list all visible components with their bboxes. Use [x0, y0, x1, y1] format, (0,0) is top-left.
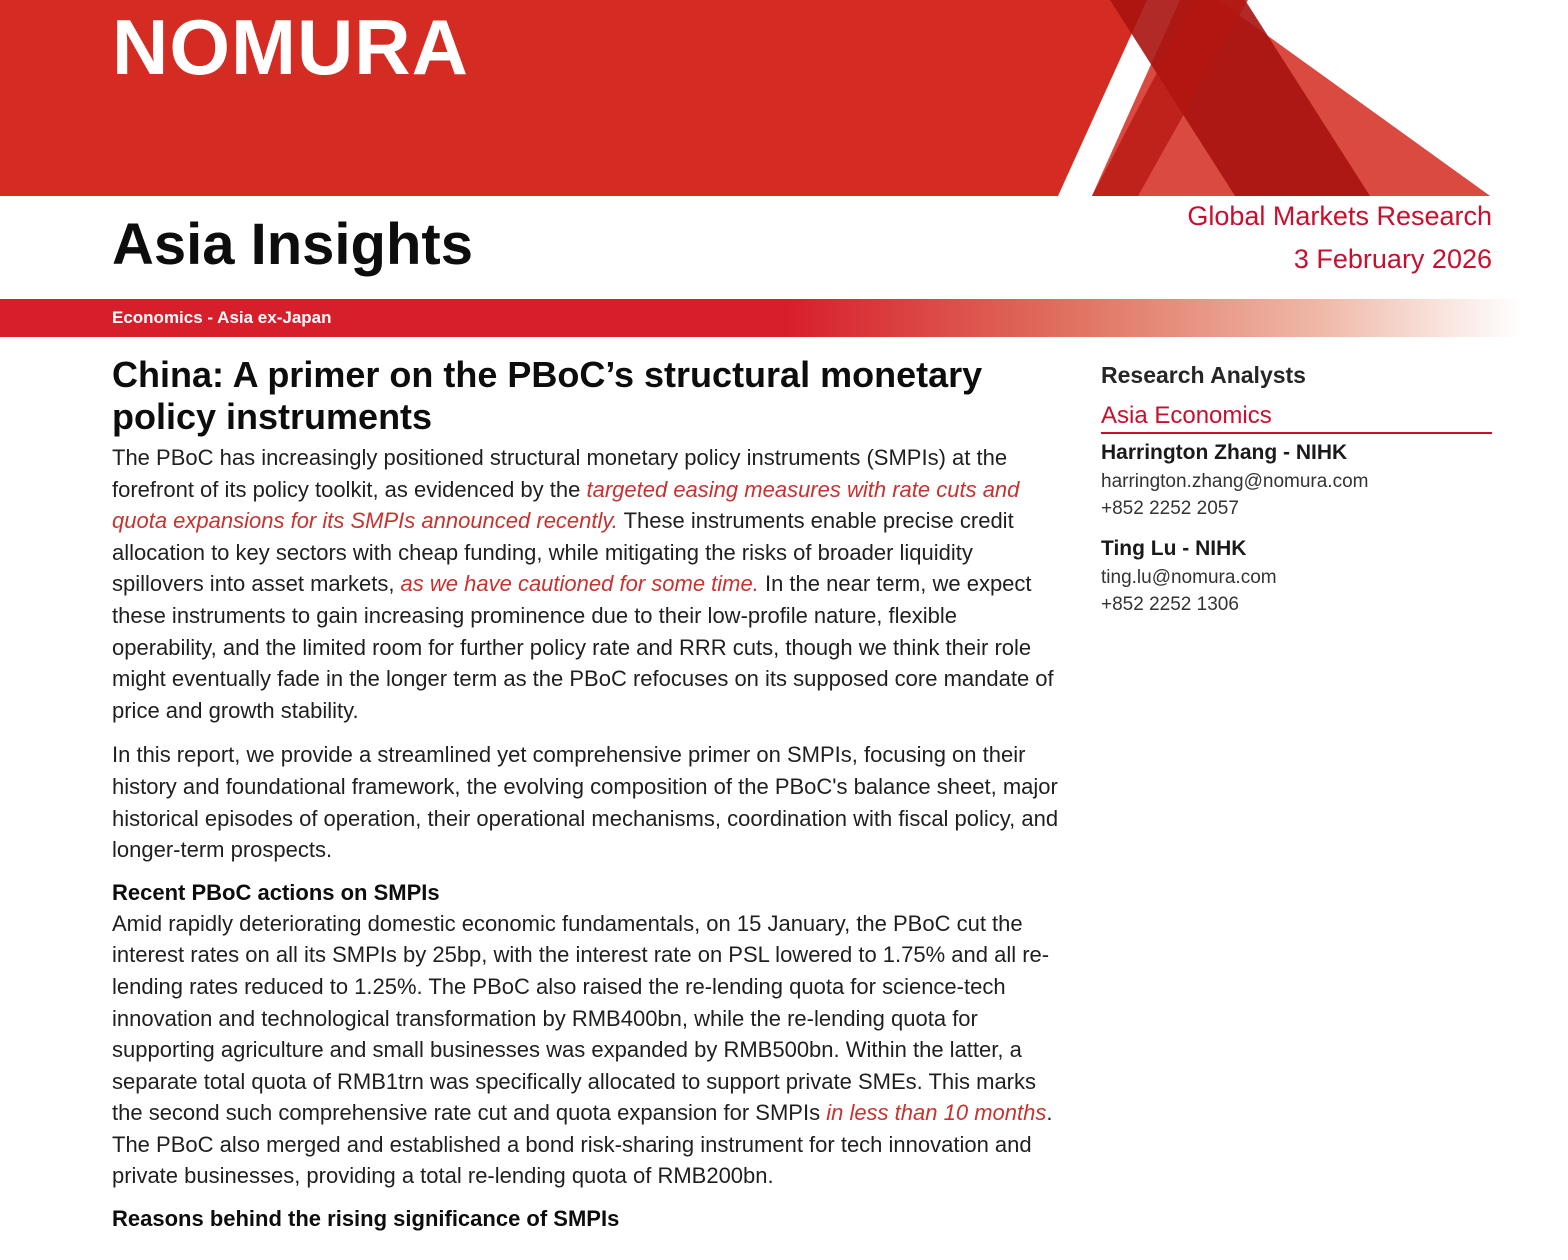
analyst-name: Harrington Zhang - NIHK — [1101, 441, 1348, 464]
analyst-name: Ting Lu - NIHK — [1101, 537, 1247, 560]
nomura-logo: NOMURA — [112, 3, 469, 91]
analyst-group-label: Asia Economics — [1101, 402, 1492, 434]
analyst-email[interactable]: ting.lu@nomura.com — [1101, 567, 1277, 588]
recent-actions-text-2: . The PBoC also merged and established a bond risk-sharing instrument for tech innovation and private businesses, providing a total re-lending quota of RMB200bn. — [112, 1100, 1053, 1189]
analyst-card — [1101, 438, 1492, 522]
publication-title: Asia Insights — [112, 212, 473, 277]
intro-text-3: In the near term, we expect these instruments to gain increasing prominence due to their low-profile nature, flexible operability, and the limited room for further policy rate and RRR cuts, though we think their role might eventually fade in the longer term as the PBoC refocuses on its supposed core mandate of price and growth stability. — [112, 571, 1054, 723]
article-headline: China: A primer on the PBoC’s structural monetary policy instruments — [112, 354, 983, 437]
division-label: Global Markets Research — [1187, 201, 1492, 231]
intro-text-2: These instruments enable precise credit allocation to key sectors with cheap funding, while mitigating the risks of broader liquidity spillovers into asset markets, — [112, 508, 1014, 597]
report-scope-paragraph: In this report, we provide a streamlined yet comprehensive primer on SMPIs, focusing on their history and foundational framework, the evolving composition of the PBoC's balance sheet, major historical episodes of operation, their operational mechanisms, coordination with fiscal policy, and longer-term prospects. — [112, 742, 1059, 863]
section-heading-recent-actions: Recent PBoC actions on SMPIs — [112, 879, 440, 905]
header-band — [0, 0, 1568, 196]
analyst-phone: +852 2252 2057 — [1101, 498, 1239, 519]
analyst-email[interactable]: harrington.zhang@nomura.com — [1101, 471, 1369, 492]
easing-measures-link[interactable]: targeted easing measures with rate cuts and quota expansions for its SMPIs announced recently. — [112, 476, 1020, 534]
cautioned-link[interactable]: as we have cautioned for some time. — [400, 571, 759, 597]
research-analysts-title: Research Analysts — [1101, 362, 1306, 388]
intro-paragraph — [112, 442, 1062, 726]
recent-actions-text-1: Amid rapidly deteriorating domestic economic fundamentals, on 15 January, the PBoC cut the interest rates on all its SMPIs by 25bp, with the interest rate on PSL lowered to 1.75% and all re-lending rates reduced to 1.25%. The PBoC also raised the re-lending quota for science-tech innovation and technological transformation by RMB400bn, while the re-lending quota for supporting agriculture and small businesses was expanded by RMB500bn. Within the latter, a separate total quota of RMB1trn was specifically allocated to support private SMEs. This marks the second such comprehensive rate cut and quota expansion for SMPIs — [112, 910, 1050, 1126]
category-band — [0, 299, 1568, 337]
analyst-card — [1101, 534, 1492, 618]
ten-months-link[interactable]: in less than 10 months — [826, 1100, 1047, 1126]
analyst-phone: +852 2252 1306 — [1101, 594, 1239, 615]
recent-actions-paragraph — [112, 908, 1062, 1192]
intro-text-1: The PBoC has increasingly positioned structural monetary policy instruments (SMPIs) at the forefront of its policy toolkit, as evidenced by the — [112, 445, 1008, 502]
article-body — [112, 354, 1062, 1234]
section-heading-reasons: Reasons behind the rising significance of SMPIs — [112, 1206, 620, 1232]
category-label: Economics - Asia ex-Japan — [112, 308, 332, 327]
publication-date: 3 February 2026 — [1293, 244, 1492, 274]
research-analysts-panel — [1101, 360, 1492, 618]
